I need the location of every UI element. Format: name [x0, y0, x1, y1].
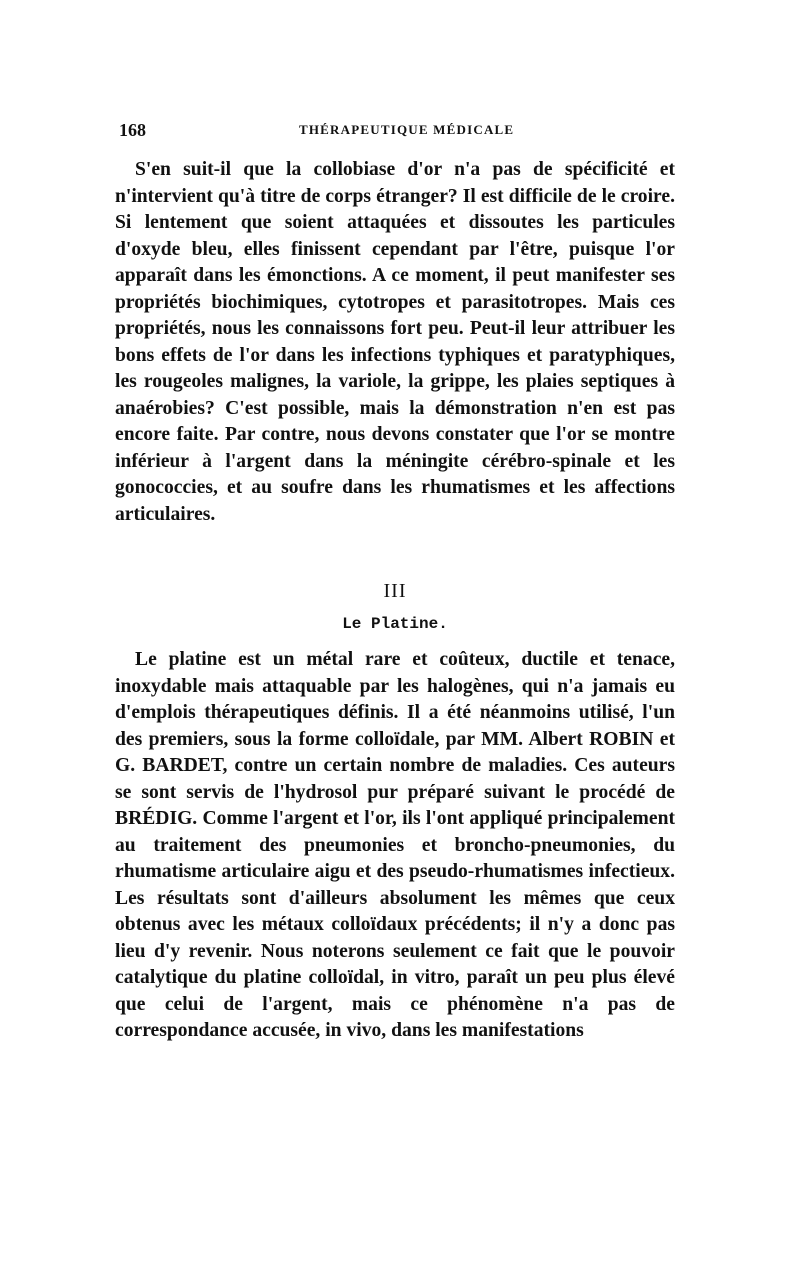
running-head — [115, 112, 675, 142]
page-number: 168 — [119, 120, 146, 140]
book-page — [115, 112, 675, 1045]
paragraph-platine: Le platine est un métal rare et coûteux, ductile et tenace, inoxydable mais attaquable par les halogènes, qui n'a jamais eu d'emplois thérapeutiques définis. Il a été néanmoins utilisé, l'un des premiers, sous la forme colloïdale, par MM. Albert ROBIN et G. BARDET, contre un certain nombre de maladies. Ces auteurs se sont servis de l'hydrosol pur préparé suivant le procédé de BRÉDIG. Comme l'argent et l'or, ils l'ont appliqué principalement au traitement des pneumonies et broncho-pneumonies, du rhumatisme articulaire aigu et des pseudo-rhumatismes infectieux. Les résultats sont d'ailleurs absolument les mêmes que ceux obtenus avec les métaux colloïdaux précédents; il n'y a donc pas lieu d'y revenir. Nous noterons seulement ce fait que le pouvoir catalytique du platine colloïdal, in vitro, paraît un peu plus élevé que celui de l'argent, mais ce phénomène n'a pas de correspondance accusée, in vivo, dans les manifestations — [115, 649, 675, 1041]
section-title: Le Platine. — [342, 615, 448, 633]
paragraph-collobiase: S'en suit-il que la collobiase d'or n'a pas de spécificité et n'intervient qu'à titre de corps étranger? Il est difficile de le croire. Si lentement que soient attaquées et dissoutes les particules d'oxyde bleu, elles finissent cependant par l'être, puisque l'or apparaît dans les émonctions. A ce moment, il peut manifester ses propriétés biochimiques, cytotropes et parasitotropes. Mais ces propriétés, nous les connaissons fort peu. Peut-il leur attribuer les bons effets de l'or dans les infections typhiques et paratyphiques, les rougeoles malignes, la variole, la grippe, les plaies septiques à anaérobies? C'est possible, mais la démonstration n'en est pas encore faite. Par contre, nous devons constater que l'or se montre inférieur à l'argent dans la méningite cérébro-spinale et les gonococcies, et au soufre dans les rhumatismes et les affections articulaires. — [115, 159, 675, 525]
running-title: THÉRAPEUTIQUE MÉDICALE — [299, 122, 515, 137]
section-number: III — [383, 580, 407, 602]
